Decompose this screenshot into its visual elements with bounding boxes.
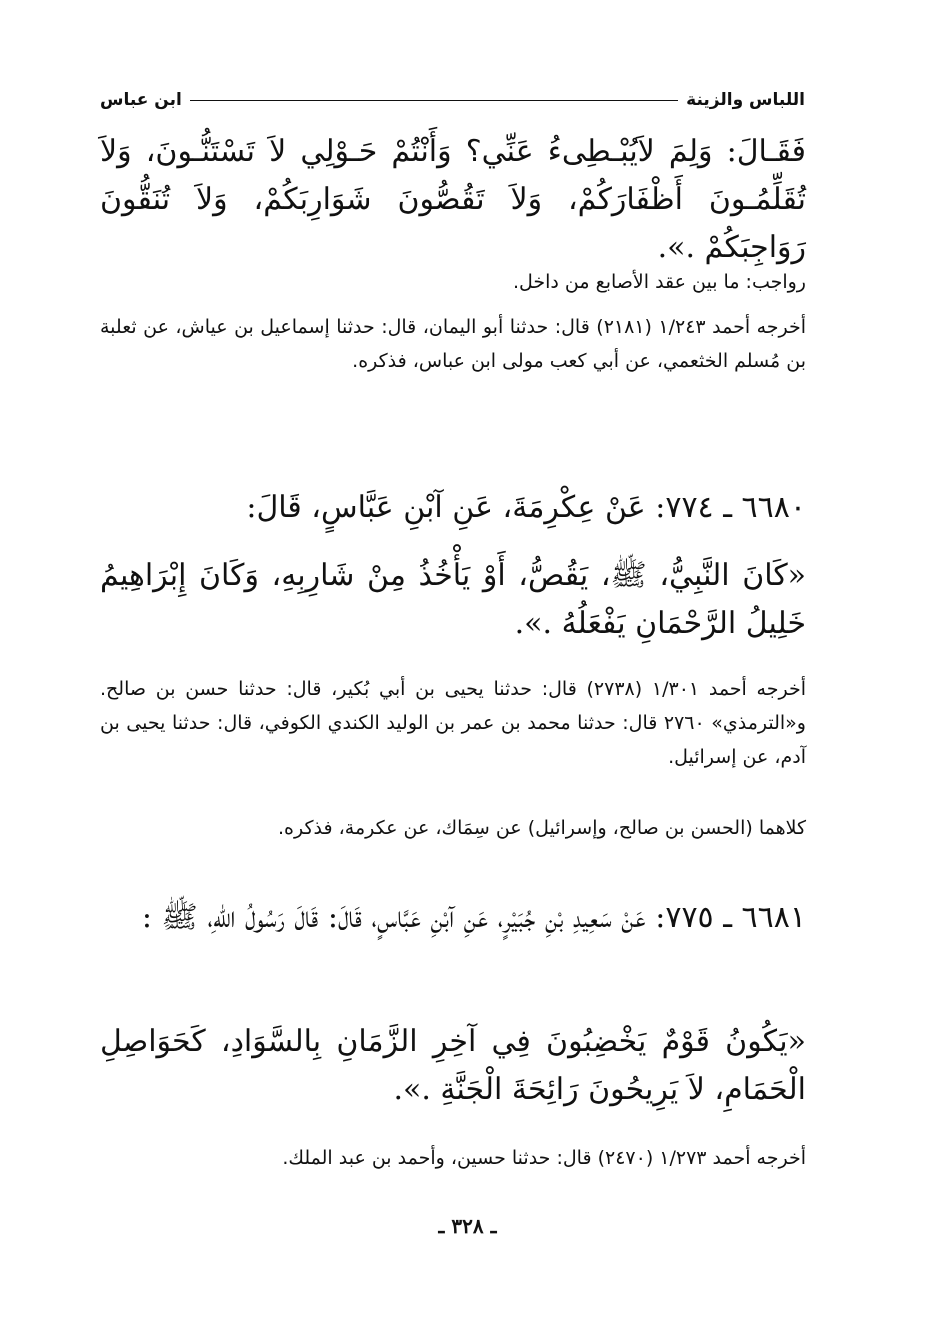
hadith-6680-heading: ٦٦٨٠ ـ ٧٧٤: عَنْ عِكْرِمَةَ، عَنِ آبْنِ عَبَّاسٍ، قَالَ: bbox=[246, 490, 806, 525]
gloss-note: رواجب: ما بين عقد الأصابع من داخل. bbox=[512, 271, 806, 293]
hadith-6680-text: «كَانَ النَّبِيُّ، ﷺ، يَقُصُّ، أَوْ يَأْخُذُ مِنْ شَارِبِهِ، وَكَانَ إِبْرَاهِيمُ خَلِيلُ الرَّحْمَانِ يَفْعَلُهُ .». bbox=[100, 558, 806, 641]
hadith-6681-text: «يَكُونُ قَوْمٌ يَخْضِبُونَ فِي آخِرِ الزَّمَانِ بِالسَّوَادِ، كَحَوَاصِلِ الْحَمَامِ، لاَ يَرِيحُونَ رَائِحَةَ الْجَنَّةِ .». bbox=[100, 1024, 806, 1107]
hadith-tail: فَقَـالَ: وَلِمَ لاَيُبْـطِىءُ عَنِّي؟ وَأَنْتُمْ حَـوْلِي لاَ تَسْتَنُّـونَ، وَلاَ تُقَلِّمُـونَ أَظْفَارَكُمْ، وَلاَ تَقُصُّونَ شَوَارِبَكُمْ، وَلاَ تُنَقُّونَ رَوَاجِبَكُمْ .». bbox=[100, 134, 806, 265]
running-header bbox=[100, 84, 805, 116]
takhrij-2: أخرجه أحمد ١/٣٠١ (٢٧٣٨) قال: حدثنا يحيى بن أبي بُكير، قال: حدثنا حسن بن صالح. و«الترمذي» ٢٧٦٠ قال: حدثنا محمد بن عمر بن الوليد الكندي الكوفي، قال: حدثنا يحيى بن آدم، عن إسرائيل. bbox=[100, 678, 806, 768]
header-chapter: اللباس والزينة bbox=[686, 90, 805, 110]
header-narrator: ابن عباس bbox=[100, 90, 182, 110]
page-number: ـ ٣٢٨ ـ bbox=[438, 1214, 497, 1238]
takhrij-1: أخرجه أحمد ١/٢٤٣ (٢١٨١) قال: حدثنا أبو اليمان، قال: حدثنا إسماعيل بن عياش، عن ثعلبة بن مُسلم الخثعمي، عن أبي كعب مولى ابن عباس، فذكره. bbox=[100, 316, 807, 372]
header-rule bbox=[190, 100, 678, 101]
takhrij-2b: كلاهما (الحسن بن صالح، وإسرائيل) عن سِمَاك، عن عكرمة، فذكره. bbox=[278, 817, 806, 839]
takhrij-3: أخرجه أحمد ١/٢٧٣ (٢٤٧٠) قال: حدثنا حسين، وأحمد بن عبد الملك. bbox=[282, 1147, 806, 1169]
hadith-6681-heading: ٦٦٨١ ـ ٧٧٥: عَنْ سَعِيدِ بْنِ جُبَيْرٍ، عَنِ آبْنِ عَبَّاسٍ، قَالَ: قَالَ رَسُولُ اللّهِ، ﷺ : bbox=[141, 900, 806, 935]
